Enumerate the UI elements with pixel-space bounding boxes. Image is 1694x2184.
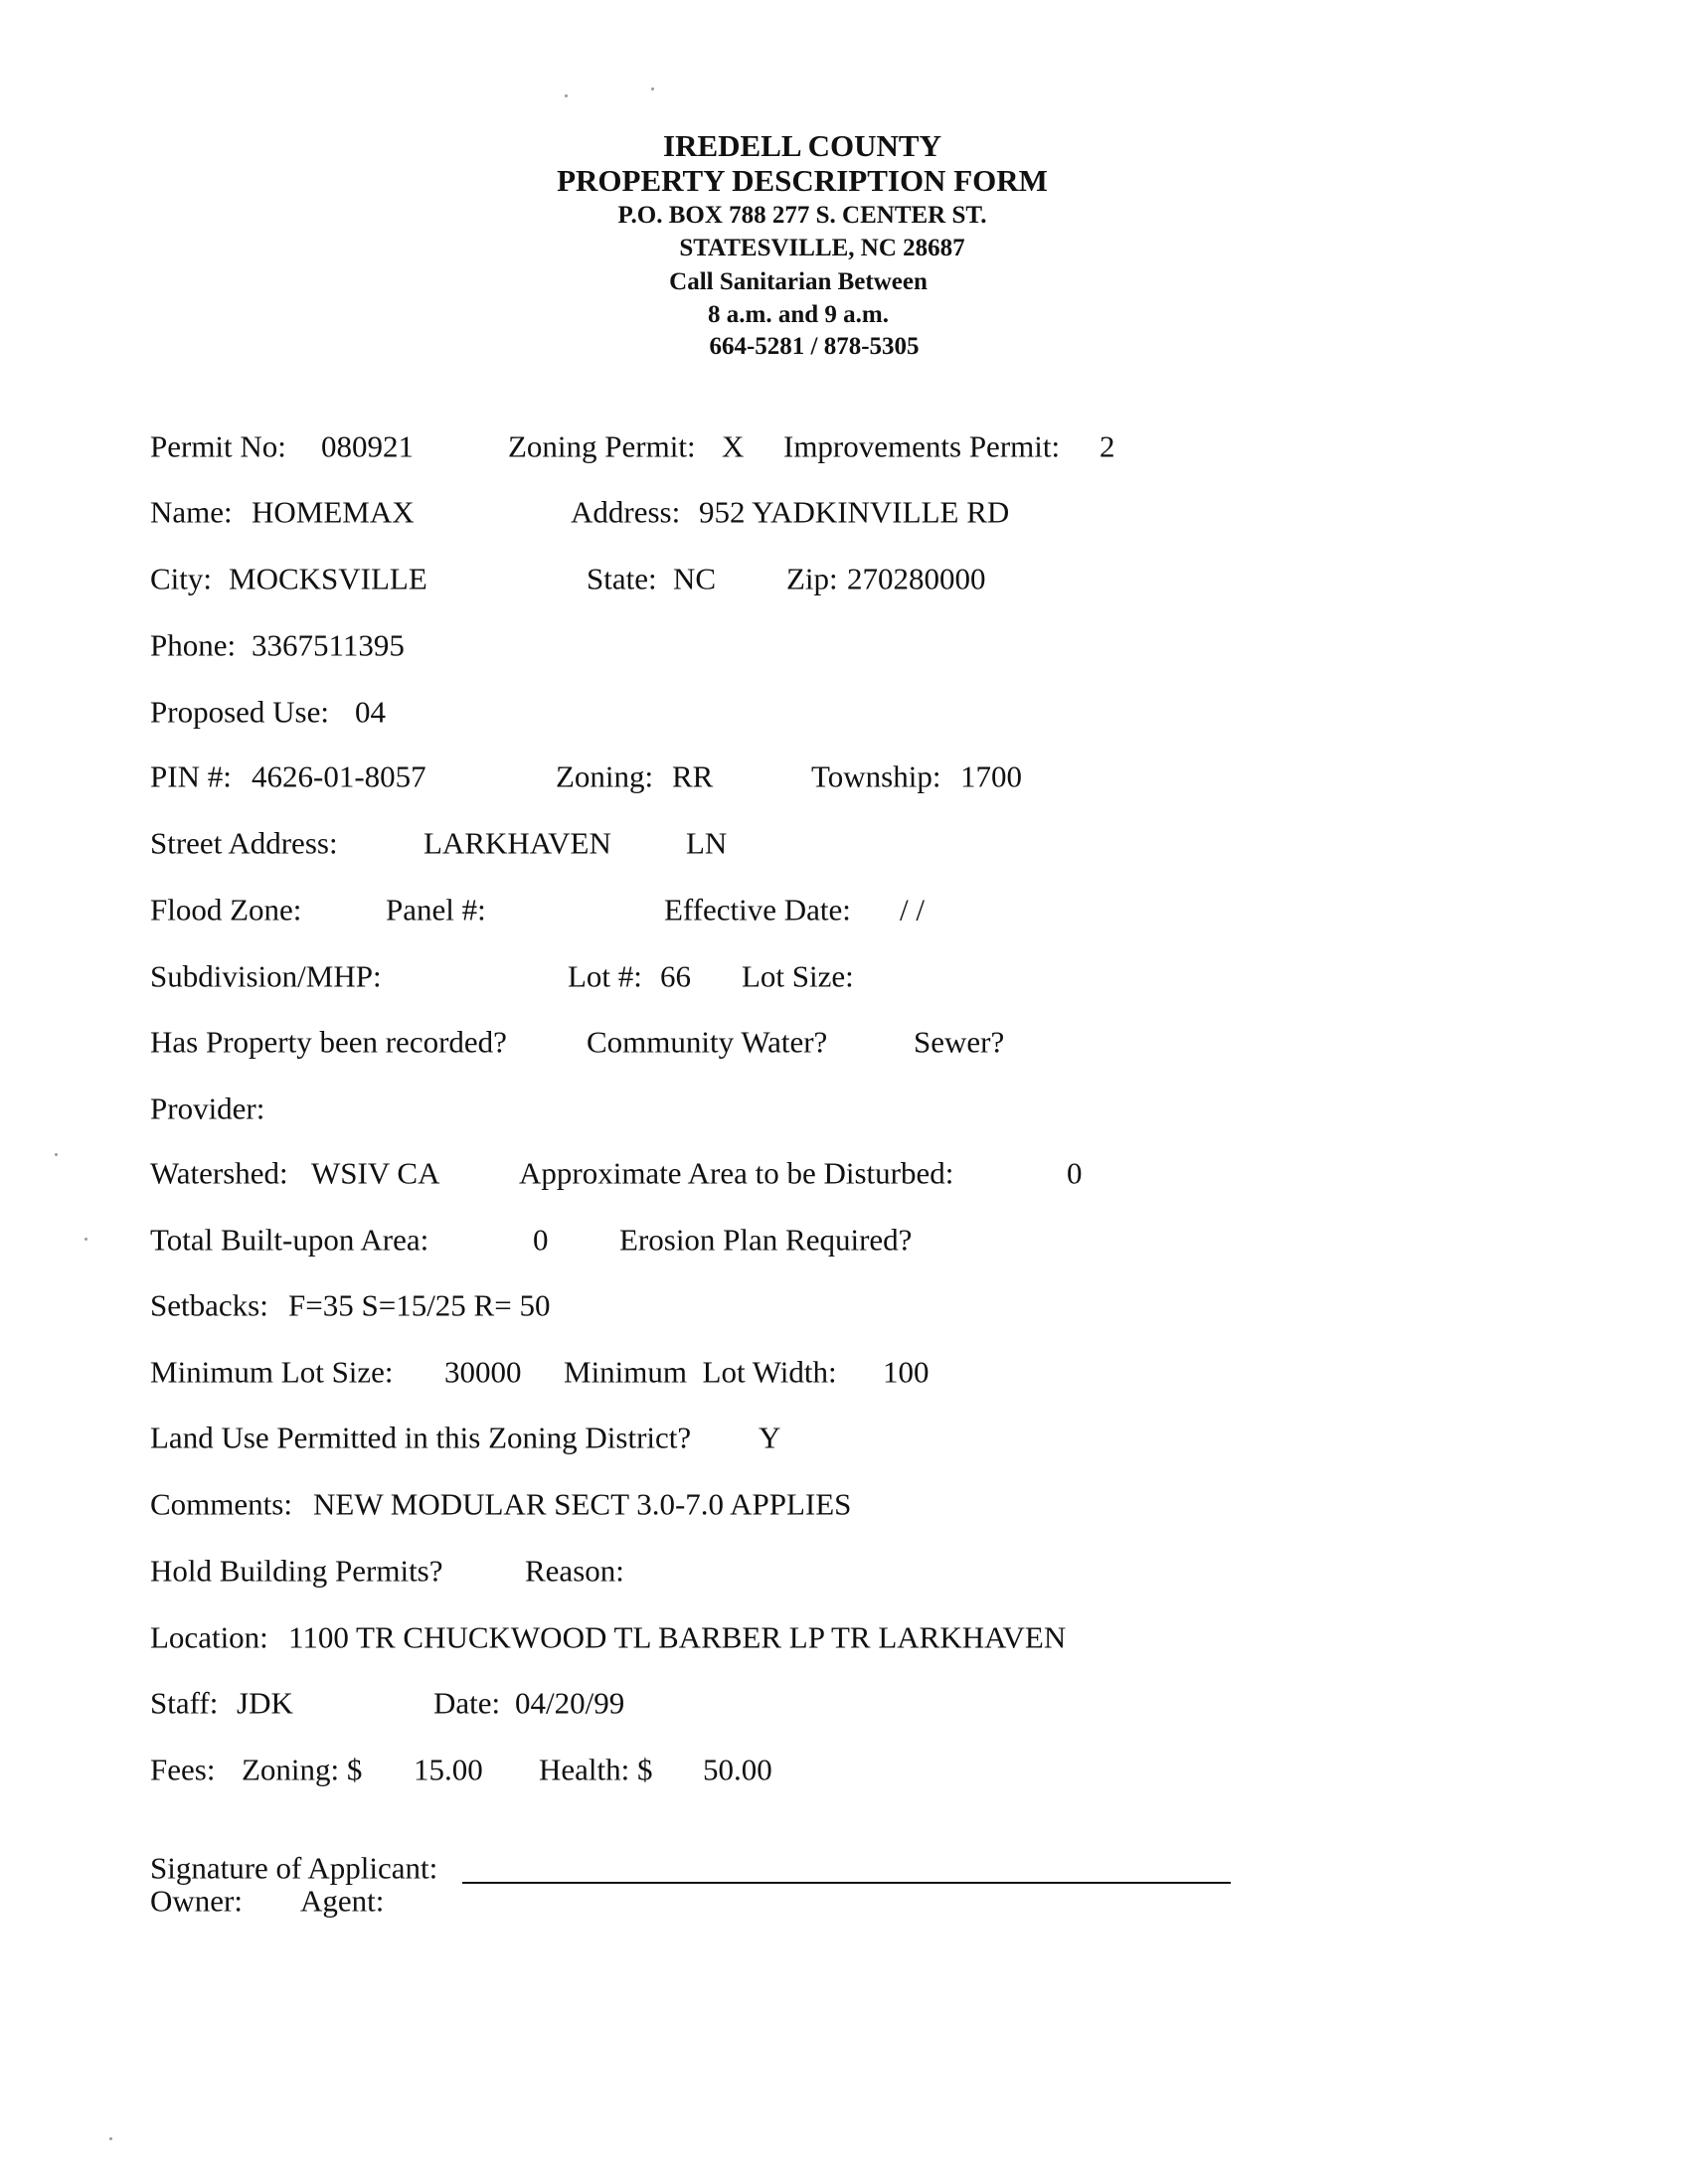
office-address: P.O. BOX 788 277 S. CENTER ST.	[617, 202, 987, 229]
name-label: Name:	[150, 494, 233, 530]
setbacks-value: F=35 S=15/25 R= 50	[288, 1287, 551, 1323]
lot-size-label: Lot Size:	[742, 958, 854, 994]
area-disturbed-value: 0	[1067, 1155, 1083, 1191]
zoning-label: Zoning:	[556, 758, 654, 794]
effective-date-value: / /	[900, 892, 925, 927]
pin-value: 4626-01-8057	[252, 758, 426, 794]
date-label: Date:	[433, 1685, 501, 1721]
recorded-label: Has Property been recorded?	[150, 1024, 507, 1060]
zip-value: 270280000	[847, 561, 986, 596]
scan-speck	[55, 1153, 58, 1156]
permit-no-value: 080921	[321, 428, 414, 464]
comments-value: NEW MODULAR SECT 3.0-7.0 APPLIES	[313, 1486, 852, 1522]
scan-speck	[565, 94, 568, 97]
min-lot-width-value: 100	[883, 1354, 930, 1390]
land-use-value: Y	[759, 1420, 781, 1455]
hold-permits-label: Hold Building Permits?	[150, 1553, 443, 1589]
city-label: City:	[150, 561, 213, 596]
watershed-label: Watershed:	[150, 1155, 288, 1191]
call-instructions: Call Sanitarian Between	[669, 268, 928, 295]
office-city: STATESVILLE, NC 28687	[679, 235, 965, 261]
address-value: 952 YADKINVILLE RD	[699, 494, 1010, 530]
sewer-label: Sewer?	[914, 1024, 1005, 1060]
community-water-label: Community Water?	[587, 1024, 828, 1060]
date-value: 04/20/99	[515, 1685, 625, 1721]
phone-value: 3367511395	[252, 627, 405, 663]
name-value: HOMEMAX	[252, 494, 415, 530]
fees-label: Fees:	[150, 1752, 216, 1787]
lot-no-value: 66	[660, 958, 691, 994]
location-label: Location:	[150, 1619, 268, 1655]
provider-label: Provider:	[150, 1091, 265, 1126]
built-upon-value: 0	[533, 1222, 549, 1258]
zoning-permit-value: X	[722, 428, 745, 464]
location-value: 1100 TR CHUCKWOOD TL BARBER LP TR LARKHAVEN	[288, 1619, 1067, 1655]
zoning-value: RR	[672, 758, 714, 794]
land-use-label: Land Use Permitted in this Zoning District?	[150, 1420, 692, 1455]
improvements-permit-value: 2	[1100, 428, 1115, 464]
pin-label: PIN #:	[150, 758, 232, 794]
fee-zoning-value: 15.00	[414, 1752, 483, 1787]
proposed-use-value: 04	[355, 694, 386, 730]
staff-label: Staff:	[150, 1685, 219, 1721]
area-disturbed-label: Approximate Area to be Disturbed:	[519, 1155, 954, 1191]
state-value: NC	[673, 561, 717, 596]
signature-label: Signature of Applicant:	[150, 1850, 438, 1886]
street-address-label: Street Address:	[150, 825, 338, 861]
flood-zone-label: Flood Zone:	[150, 892, 302, 927]
zoning-permit-label: Zoning Permit:	[508, 428, 696, 464]
min-lot-width-label: Minimum Lot Width:	[564, 1354, 837, 1390]
lot-no-label: Lot #:	[568, 958, 642, 994]
street-suffix-value: LN	[686, 825, 728, 861]
effective-date-label: Effective Date:	[664, 892, 851, 927]
fee-zoning-label: Zoning: $	[242, 1752, 363, 1787]
comments-label: Comments:	[150, 1486, 292, 1522]
county-title: IREDELL COUNTY	[663, 128, 941, 163]
address-label: Address:	[571, 494, 681, 530]
zip-label: Zip:	[786, 561, 838, 596]
scan-speck	[109, 2137, 112, 2140]
owner-label: Owner:	[150, 1883, 243, 1919]
city-value: MOCKSVILLE	[229, 561, 427, 596]
fee-health-label: Health: $	[539, 1752, 653, 1787]
phone-label: Phone:	[150, 627, 237, 663]
reason-label: Reason:	[525, 1553, 624, 1589]
staff-value: JDK	[237, 1685, 293, 1721]
street-address-value: LARKHAVEN	[424, 825, 611, 861]
agent-label: Agent:	[300, 1883, 385, 1919]
form-title: PROPERTY DESCRIPTION FORM	[557, 163, 1048, 198]
watershed-value: WSIV CA	[311, 1155, 440, 1191]
township-label: Township:	[811, 758, 941, 794]
call-hours: 8 a.m. and 9 a.m.	[708, 301, 889, 328]
subdivision-label: Subdivision/MHP:	[150, 958, 382, 994]
office-phones: 664-5281 / 878-5305	[709, 333, 920, 360]
state-label: State:	[587, 561, 657, 596]
permit-no-label: Permit No:	[150, 428, 286, 464]
erosion-plan-label: Erosion Plan Required?	[619, 1222, 913, 1258]
min-lot-size-label: Minimum Lot Size:	[150, 1354, 394, 1390]
improvements-permit-label: Improvements Permit:	[783, 428, 1061, 464]
township-value: 1700	[960, 758, 1022, 794]
fee-health-value: 50.00	[703, 1752, 772, 1787]
min-lot-size-value: 30000	[444, 1354, 522, 1390]
setbacks-label: Setbacks:	[150, 1287, 268, 1323]
scan-speck	[85, 1238, 87, 1241]
signature-line	[462, 1882, 1231, 1884]
built-upon-label: Total Built-upon Area:	[150, 1222, 429, 1258]
panel-label: Panel #:	[386, 892, 486, 927]
scan-speck	[651, 87, 654, 90]
proposed-use-label: Proposed Use:	[150, 694, 329, 730]
